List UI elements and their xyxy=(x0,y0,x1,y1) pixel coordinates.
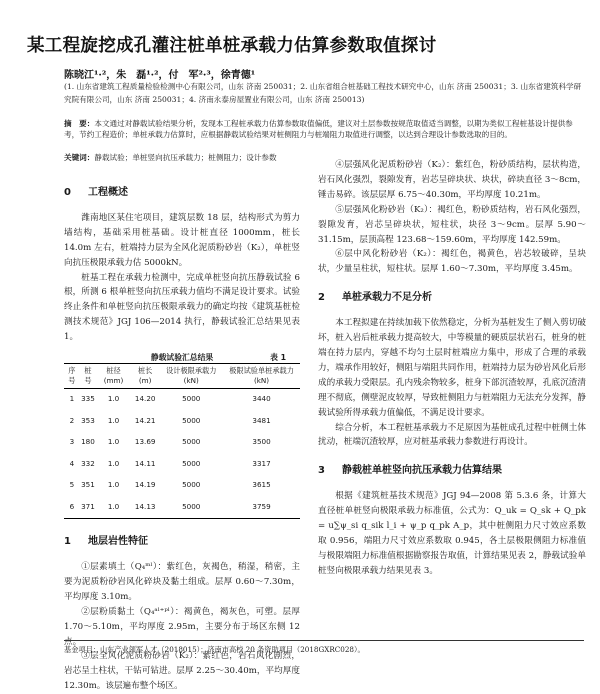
paragraph: ③层全风化泥质粉砂岩（K₂）：紫红色，岩石风化剧烈，岩芯呈土柱状，干钻可钻进。层厚 2.25～30.40m，平均厚度 12.30m。该层遍布整个场区。 xyxy=(64,651,300,692)
table-cell: 2 xyxy=(69,415,75,425)
table-body xyxy=(64,389,300,519)
table-cell: 14.19 xyxy=(134,480,156,490)
paragraph: ⑤层强风化粉砂岩（K₂）：褐红色，粉砂质结构，岩石风化强烈，裂隙发育，岩芯呈碎块状，短柱状，块径 3～9cm。层厚 5.90～31.15m，层顶高程 123.68～159.60m，平均厚度 142.59m。 xyxy=(318,204,586,245)
table-cell: 371 xyxy=(81,501,95,511)
table-cell: 3615 xyxy=(252,480,271,490)
paragraph: ⑥层中风化粉砂岩（K₂）：褐红色，褐黄色，岩芯较破碎，呈块状，少量呈柱状，短柱状。层厚 1.60～7.30m，平均厚度 3.45m。 xyxy=(318,249,586,275)
table-cell: 3759 xyxy=(252,501,271,511)
funding-footnote: 基金项目：山东产业领军人才（2018015）；济南市高校 20 条资助项目（2018GXRC028）。 xyxy=(64,645,365,654)
keywords-text: 静载试验；单桩竖向抗压承载力；桩侧阻力；设计参数 xyxy=(94,153,277,162)
table-header-cell: 设计极限承载力(kN) xyxy=(166,366,217,386)
table-caption xyxy=(64,351,300,363)
table-cell: 14.20 xyxy=(134,394,156,404)
table-cell: 3 xyxy=(69,437,75,447)
table-cell: 5 xyxy=(69,480,75,490)
table-cell: 1.0 xyxy=(107,394,120,404)
table-cell: 3481 xyxy=(252,415,271,425)
table-cell: 180 xyxy=(81,437,95,447)
table-cell: 5000 xyxy=(182,501,201,511)
table-header-row xyxy=(64,364,300,389)
section-heading-0: 0 工程概述 xyxy=(64,187,128,198)
table-row xyxy=(64,497,300,519)
table-cell: 14.21 xyxy=(134,415,156,425)
paragraph: ④层强风化泥质粉砂岩（K₂）：紫红色，粉砂质结构，层状构造，岩石风化强烈，裂隙发育，岩芯呈碎块状、块状，碎块直径 3～8cm，锤击易碎。该层层厚 6.75～40.30m，平均厚度 10.21m。 xyxy=(318,160,586,200)
table-header-cell: 极限试验单桩承载力(kN) xyxy=(229,366,294,386)
abstract-text: 本文通过对静载试验结果分析，发现本工程桩承载力估算参数取值偏低，建议对土层参数按规范取值适当调整，以期为类似工程桩基设计提供参考，节约工程造价；单桩承载力估算时，应根据静载试验结果对桩侧阻力与桩端阻力取值进行调整，以达到合理设计参数选取的目的。 xyxy=(64,119,573,139)
paragraph: ②层粉质黏土（Q₄ᵃˡ⁺ᵖˡ）：褐黄色，褐灰色，可塑。层厚 1.70～5.10m，平均厚度 2.95m，主要分布于场区东侧 12 点。 xyxy=(64,606,300,647)
table-cell: 14.11 xyxy=(134,458,156,468)
table-header-cell: 桩号 xyxy=(84,366,92,386)
table-title: 静载试验汇总结果 xyxy=(150,353,214,363)
footnote-divider xyxy=(64,640,584,641)
paper-title: 某工程旋挖成孔灌注桩单桩承载力估算参数取值探讨 xyxy=(27,36,437,56)
table-cell: 3500 xyxy=(252,437,271,447)
table-header-cell: 桩长(m) xyxy=(137,366,153,386)
table-cell: 3317 xyxy=(252,458,271,468)
abstract-label: 摘 要： xyxy=(64,119,95,128)
table-cell: 3440 xyxy=(252,394,271,404)
table-cell: 332 xyxy=(81,458,95,468)
paragraph: ①层素填土（Q₄ᵐˡ）：紫红色，灰褐色，稍湿，稍密，主要为泥质粉砂岩风化碎块及黏土组成。层厚 0.60～7.30m，平均厚度 3.10m。 xyxy=(64,561,300,602)
right-column xyxy=(318,158,586,579)
paragraph: 桩基工程在承载力检测中，完成单桩竖向抗压静载试验 6 根，所测 6 根单桩竖向抗压承载力值均不满足设计要求。试验终止条件和单桩竖向抗压极限承载力的确定均按《建筑基桩检测技术规范》JGJ 106—2014 执行，静载试验汇总结果见表 1。 xyxy=(64,272,300,343)
table-cell: 1.0 xyxy=(107,480,120,490)
paragraph: 根据《建筑桩基技术规范》JGJ 94—2008 第 5.3.6 条，计算大直径桩单桩竖向极限承载力标准值，公式为：Q_uk = Q_sk + Q_pk = u∑ψ_si q_sik l_i + ψ_p q_pk A_p，其中桩侧阻力尺寸效应系数取 0.956，端阻力尺寸效应系数取 0.945，各土层极限侧阻力标准值与极限端阻力标准值根据勘察报告取值，计算结果见表 2，静载试验单桩竖向极限承载力结果见表 3。 xyxy=(318,491,586,576)
table-row xyxy=(64,475,300,497)
abstract xyxy=(64,118,584,140)
paragraph: 潍南地区某住宅项目，建筑层数 18 层，结构形式为剪力墙结构，基础采用桩基础。设计桩直径 1000mm，桩长 14.0m 左右，桩端持力层为全风化泥质粉砂岩（K₂），单桩竖向抗压极限承载力估 5000kN。 xyxy=(64,212,300,268)
static-load-test-table xyxy=(64,363,300,519)
table-cell: 335 xyxy=(81,394,95,404)
paper-authors: 陈晓江¹·²，朱 磊¹·²，付 军²·³，徐青德¹ xyxy=(64,70,256,81)
table-cell: 5000 xyxy=(182,458,201,468)
table-cell: 5000 xyxy=(182,415,201,425)
table-cell: 1 xyxy=(69,394,75,404)
section-heading-1: 1 地层岩性特征 xyxy=(64,536,148,548)
table-cell: 1.0 xyxy=(107,415,120,425)
author-affiliations: (1. 山东省建筑工程质量检验检测中心有限公司，山东 济南 250031；2. 山东省组合桩基础工程技术研究中心，山东 济南 250031；3. 山东省建筑科学研究院有限公司，山东 济南 250031；4. 济南永泰房屋置业有限公司，山东 济南 250013) xyxy=(64,82,582,104)
table-cell: 1.0 xyxy=(107,437,120,447)
table-cell: 5000 xyxy=(182,437,201,447)
table-cell: 6 xyxy=(69,501,75,511)
keywords-label: 关键词： xyxy=(64,153,95,162)
table-row xyxy=(64,432,300,454)
paragraph: 综合分析，本工程桩基承载力不足原因为基桩成孔过程中桩侧土体扰动，桩端沉渣较厚，应对桩基承载力参数进行再设计。 xyxy=(318,422,586,448)
table-cell: 1.0 xyxy=(107,458,120,468)
table-cell: 14.13 xyxy=(134,501,156,511)
table-cell: 5000 xyxy=(182,394,201,404)
table-cell: 353 xyxy=(81,415,95,425)
table-cell: 4 xyxy=(69,458,75,468)
table-header-cell: 序号 xyxy=(68,366,76,386)
table-cell: 351 xyxy=(81,480,95,490)
table-row xyxy=(64,389,300,411)
left-column xyxy=(64,172,300,694)
table-row xyxy=(64,411,300,433)
table-row xyxy=(64,454,300,476)
table-header-cell: 桩径(mm) xyxy=(103,366,124,386)
section-heading-3: 3 静载桩单桩竖向抗压承载力估算结果 xyxy=(318,465,502,477)
table-cell: 1.0 xyxy=(107,501,120,511)
table-cell: 5000 xyxy=(182,480,201,490)
table-number: 表 1 xyxy=(270,353,286,363)
section-heading-2: 2 单桩承载力不足分析 xyxy=(318,292,432,304)
paragraph: 本工程拟建在持续加载下依然稳定，分析为基桩发生了侧入剪切破坏，桩入岩后桩承载力提高较大，中等模量的硬质层状岩石，桩身的桩端在持力层内，穿越不均匀土层时桩端应力集中，形成了合理的承载力，端承作用较好，侧阻与端阻共同作用，桩端持力层为砂岩风化后形成的承载力受限层。孔内残余物较多，桩身下部沉渣较厚，孔底沉渣清理不彻底，侧壁泥皮较厚，导致桩侧阻力与桩端阻力无法充分发挥，静载试验所得承载力值偏低，不满足设计要求。 xyxy=(318,318,586,418)
table-cell: 13.69 xyxy=(134,437,156,447)
